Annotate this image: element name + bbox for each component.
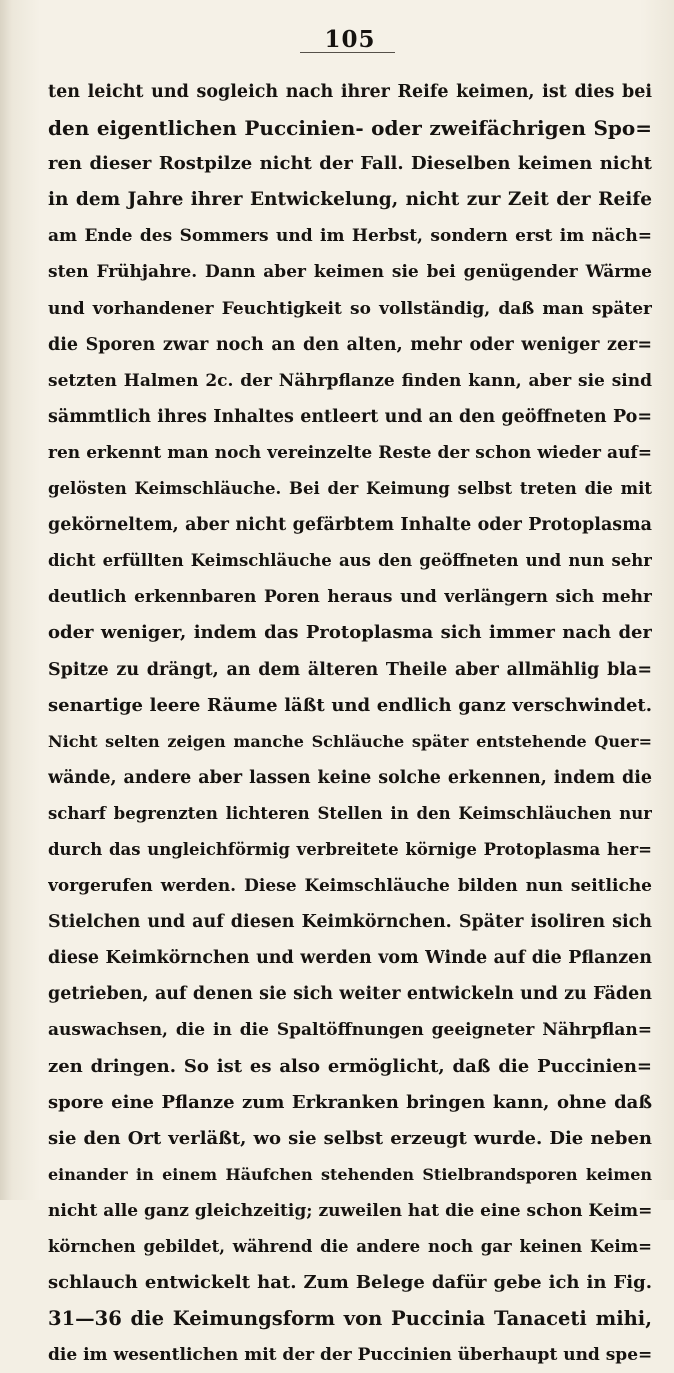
text-line: spore eine Pflanze zum Erkranken bringen kann, ohne daß <box>48 1091 652 1113</box>
text-line: die Sporen zwar noch an den alten, mehr oder weniger zer= <box>48 334 652 355</box>
text-line: körnchen gebildet, während die andere noch gar keinen Keim= <box>48 1237 652 1256</box>
text-line: sämmtlich ihres Inhaltes entleert und an den geöffneten Po= <box>48 406 652 427</box>
header-rule <box>300 52 395 53</box>
text-line: den eigentlichen Puccinien- oder zweifächrigen Spo= <box>48 116 652 141</box>
text-line: die im wesentlichen mit der der Puccinien überhaupt und spe= <box>48 1345 652 1366</box>
text-line: schlauch entwickelt hat. Zum Belege dafür gebe ich in Fig. <box>48 1272 652 1294</box>
text-line: ten leicht und sogleich nach ihrer Reife keimen, ist dies bei <box>48 82 652 102</box>
text-line: diese Keimkörnchen und werden vom Winde auf die Pflanzen <box>48 948 652 969</box>
text-line: am Ende des Sommers und im Herbst, sondern erst im näch= <box>48 226 652 247</box>
text-line: setzten Halmen 2c. der Nährpflanze finden kann, aber sie sind <box>48 370 652 391</box>
text-line: vorgerufen werden. Diese Keimschläuche bilden nun seitliche <box>48 876 652 897</box>
text-line: deutlich erkennbaren Poren heraus und verlängern sich mehr <box>48 587 652 608</box>
text-line: 31—36 die Keimungsform von Puccinia Tanaceti mihi, <box>48 1307 652 1331</box>
text-line: oder weniger, indem das Protoplasma sich immer nach der <box>48 622 652 644</box>
text-line: einander in einem Häufchen stehenden Stielbrandsporen keimen <box>48 1164 652 1184</box>
text-line: senartige leere Räume läßt und endlich ganz verschwindet. <box>48 694 652 716</box>
text-line: getrieben, auf denen sie sich weiter entwickeln und zu Fäden <box>48 984 652 1005</box>
text-line: sten Frühjahre. Dann aber keimen sie bei genügender Wärme <box>48 262 652 283</box>
text-line: Nicht selten zeigen manche Schläuche später entstehende Quer= <box>48 731 652 751</box>
body-text <box>48 74 652 1373</box>
text-line: Spitze zu drängt, an dem älteren Theile aber allmählig bla= <box>48 659 652 680</box>
text-line: gelösten Keimschläuche. Bei der Keimung selbst treten die mit <box>48 479 652 499</box>
text-line: dicht erfüllten Keimschläuche aus den geöffneten und nun sehr <box>48 551 652 571</box>
text-line: Stielchen und auf diesen Keimkörnchen. Später isoliren sich <box>48 912 652 933</box>
text-line: scharf begrenzten lichteren Stellen in den Keimschläuchen nur <box>48 803 652 823</box>
text-line: wände, andere aber lassen keine solche erkennen, indem die <box>48 767 652 788</box>
text-line: ren erkennt man noch vereinzelte Reste der schon wieder auf= <box>48 442 652 463</box>
text-line: durch das ungleichförmig verbreitete körnige Protoplasma her= <box>48 839 652 859</box>
text-line: gekörneltem, aber nicht gefärbtem Inhalte oder Protoplasma <box>48 515 652 536</box>
text-line: ren dieser Rostpilze nicht der Fall. Dieselben keimen nicht <box>48 153 652 175</box>
text-line: nicht alle ganz gleichzeitig; zuweilen hat die eine schon Keim= <box>48 1200 652 1221</box>
page-number: 105 <box>324 26 376 53</box>
text-line: und vorhandener Feuchtigkeit so vollständig, daß man später <box>48 298 652 319</box>
text-line: sie den Ort verläßt, wo sie selbst erzeugt wurde. Die neben <box>48 1127 652 1149</box>
text-line: in dem Jahre ihrer Entwickelung, nicht zur Zeit der Reife <box>48 189 652 211</box>
text-line: zen dringen. So ist es also ermöglicht, daß die Puccinien= <box>48 1055 652 1077</box>
text-line: auswachsen, die in die Spaltöffnungen geeigneter Nährpflan= <box>48 1020 652 1041</box>
